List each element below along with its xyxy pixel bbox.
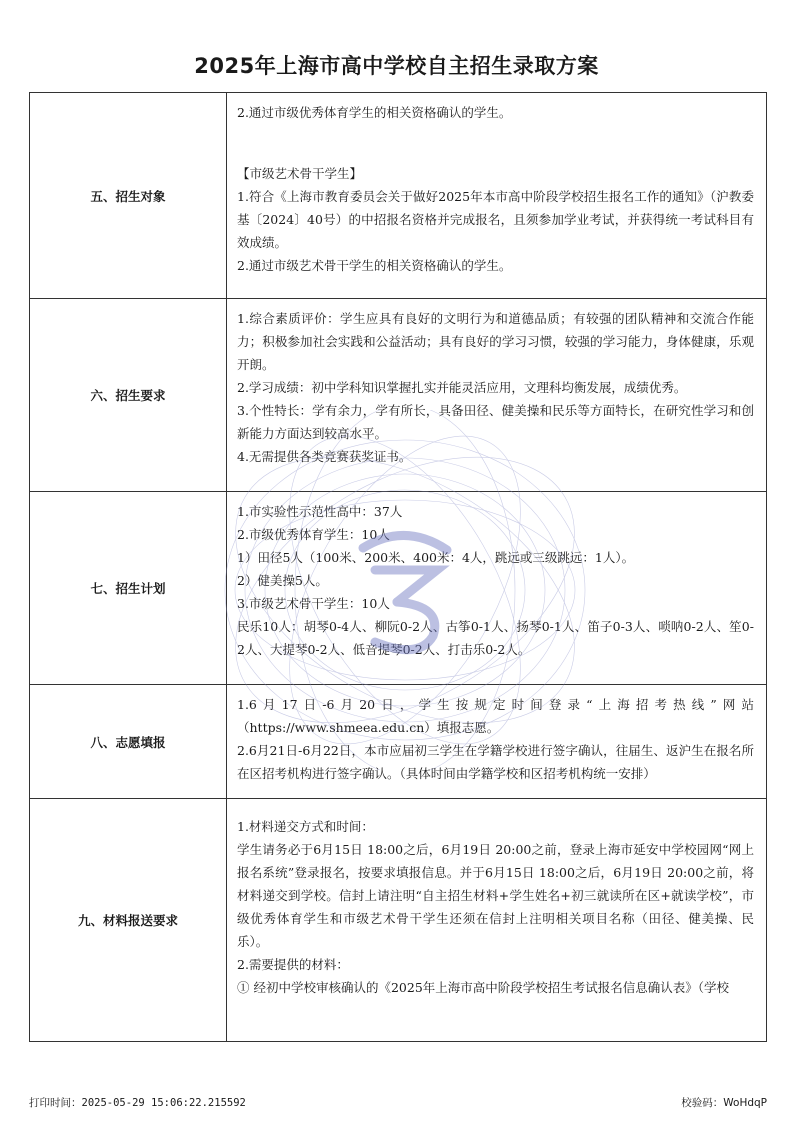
- document-title: 2025年上海市高中学校自主招生录取方案: [194, 54, 599, 78]
- content-line: 2.通过市级艺术骨干学生的相关资格确认的学生。: [237, 258, 512, 273]
- table-row: [30, 492, 767, 685]
- content-line: ① 经初中学校审核确认的《2025年上海市高中阶段学校招生考试报名信息确认表》（学校: [237, 980, 730, 995]
- content-line: 学生请务必于6月15日 18:00之后，6月19日 20:00之前，登录上海市延安中学校园网“网上报名系统”登录报名，按要求填报信息。并于6月15日 18:00之后，6月19日 20:00之前，将材料递交到学校。信封上请注明“自主招生材料+学生姓名+初三就读所在区+就读学校”，市级优秀体育学生和市级艺术骨干学生还须在信封上注明相关项目名称（田径、健美操、民乐）。: [237, 842, 754, 949]
- content-line: 1）田径5人（100米、200米、400米：4人，跳远或三级跳远：1人）。: [237, 550, 635, 565]
- content-line: 1.符合《上海市教育委员会关于做好2025年本市高中阶段学校招生报名工作的通知》（沪教委基〔2024〕40号）的中招报名资格并完成报名，且须参加学业考试，并获得统一考试科目有效成绩。: [237, 189, 754, 250]
- table-row: [30, 685, 767, 799]
- content-line: 1.综合素质评价：学生应具有良好的文明行为和道德品质；有较强的团队精神和交流合作能力；积极参加社会实践和公益活动；具有良好的学习习惯，较强的学习能力，身体健康，乐观开朗。: [237, 311, 754, 372]
- row-label: 八、志愿填报: [30, 685, 227, 799]
- content-line: 4.无需提供各类竞赛获奖证书。: [237, 449, 412, 464]
- row-label: 九、材料报送要求: [30, 799, 227, 1042]
- content-line: 2.通过市级优秀体育学生的相关资格确认的学生。: [237, 105, 512, 120]
- table-row: [30, 93, 767, 299]
- content-line: 2.市级优秀体育学生：10人: [237, 527, 390, 542]
- row-content: [227, 93, 767, 299]
- table-row: [30, 799, 767, 1042]
- content-line: 2）健美操5人。: [237, 573, 328, 588]
- content-line: 3.个性特长：学有余力，学有所长，具备田径、健美操和民乐等方面特长，在研究性学习和创新能力方面达到较高水平。: [237, 403, 754, 441]
- verify-code: 校验码：WoHdqP: [681, 1097, 767, 1109]
- row-label: 六、招生要求: [30, 299, 227, 492]
- row-content: [227, 685, 767, 799]
- row-label: 七、招生计划: [30, 492, 227, 685]
- content-line: 【市级艺术骨干学生】: [237, 166, 363, 181]
- row-content: [227, 299, 767, 492]
- table-row: [30, 299, 767, 492]
- row-content: [227, 492, 767, 685]
- print-time: 打印时间：2025-05-29 15:06:22.215592: [29, 1097, 246, 1109]
- content-line: 2.需要提供的材料：: [237, 957, 349, 972]
- row-label: 五、招生对象: [30, 93, 227, 299]
- content-gap: [237, 124, 754, 162]
- content-line: 2.6月21日-6月22日，本市应届初三学生在学籍学校进行签字确认，往届生、返沪生在报名所在区招考机构进行签字确认。（具体时间由学籍学校和区招考机构统一安排）: [237, 743, 754, 781]
- content-line: 民乐10人：胡琴0-4人、柳阮0-2人、古筝0-1人、扬琴0-1人、笛子0-3人、唢呐0-2人、笙0-2人、大提琴0-2人、低音提琴0-2人、打击乐0-2人。: [237, 619, 754, 657]
- row-content: [227, 799, 767, 1042]
- content-line: 1.市实验性示范性高中：37人: [237, 504, 403, 519]
- content-line: 2.学习成绩：初中学科知识掌握扎实并能灵活应用，文理科均衡发展，成绩优秀。: [237, 380, 687, 395]
- admission-plan-table: [29, 92, 767, 1042]
- content-line: 3.市级艺术骨干学生：10人: [237, 596, 390, 611]
- content-line: 1.材料递交方式和时间：: [237, 819, 374, 834]
- content-line: 1.6月17日-6月20日，学生按规定时间登录“上海招考热线”网站（https://www.shmeea.edu.cn）填报志愿。: [237, 697, 754, 735]
